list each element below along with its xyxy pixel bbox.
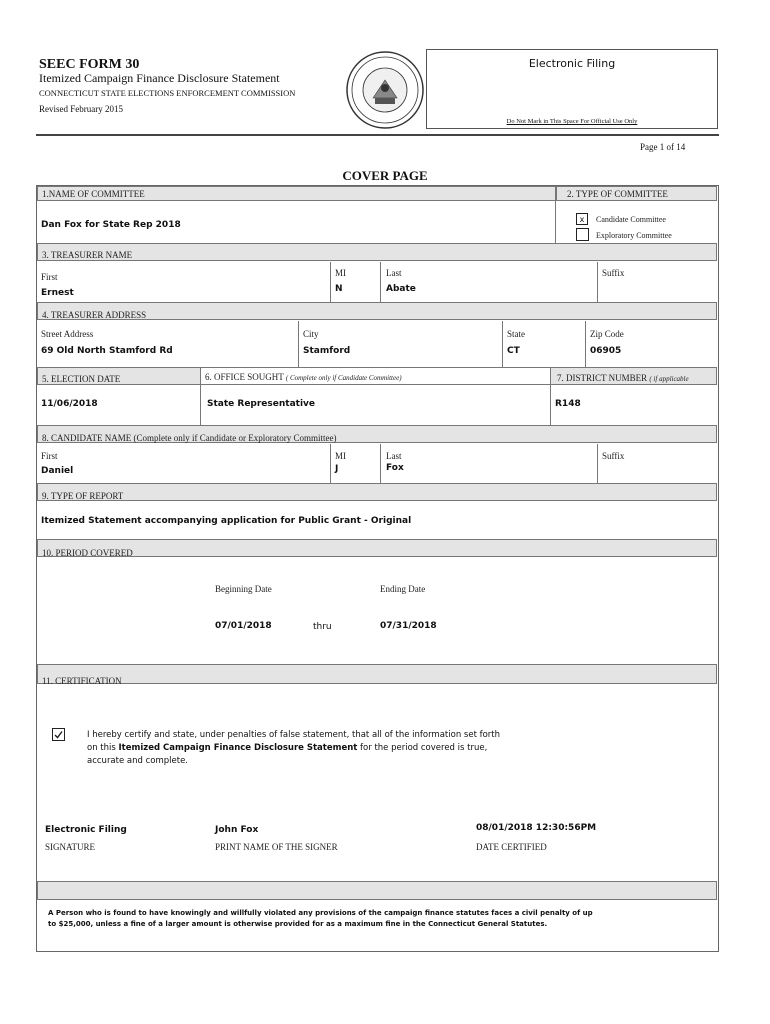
section-committee-band bbox=[37, 186, 556, 201]
certification-text-line-3: accurate and complete. bbox=[87, 756, 189, 766]
checkmark-icon bbox=[53, 729, 64, 740]
committee-name-label: 1.NAME OF COMMITTEE bbox=[42, 189, 145, 199]
cert-text-2c: for the period covered is true, bbox=[357, 743, 488, 753]
divider bbox=[555, 186, 556, 243]
begin-date-label: Beginning Date bbox=[215, 584, 272, 594]
candidate-mi-label: MI bbox=[335, 451, 346, 461]
divider bbox=[550, 367, 551, 425]
treasurer-first-label: First bbox=[41, 272, 58, 282]
divider bbox=[200, 367, 201, 425]
signer-name-value: John Fox bbox=[215, 825, 259, 835]
candidate-section-label: 8. CANDIDATE NAME (Complete only if Candidate or Exploratory Committee) bbox=[42, 433, 337, 443]
warning-line-1: A Person who is found to have knowingly and willfully violated any provisions of the campaign finance statutes faces a civil penalty of up bbox=[48, 909, 593, 917]
form-title: Itemized Campaign Finance Disclosure Statement bbox=[39, 71, 280, 85]
candidate-first-label: First bbox=[41, 451, 58, 461]
cert-text-2b: Itemized Campaign Finance Disclosure Statement bbox=[118, 743, 358, 753]
treasurer-mi-value: N bbox=[335, 284, 343, 294]
city-value: Stamford bbox=[303, 346, 351, 356]
end-date-label: Ending Date bbox=[380, 584, 426, 594]
treasurer-suffix-label: Suffix bbox=[602, 268, 625, 278]
end-date-value: 07/31/2018 bbox=[380, 621, 437, 631]
candidate-first-value: Daniel bbox=[41, 466, 74, 476]
signature-value: Electronic Filing bbox=[45, 825, 127, 835]
committee-name-value: Dan Fox for State Rep 2018 bbox=[41, 220, 181, 230]
section-address-band bbox=[37, 302, 717, 320]
revised-date: Revised February 2015 bbox=[39, 104, 123, 114]
form-body bbox=[36, 185, 719, 952]
signature-label: SIGNATURE bbox=[45, 842, 96, 852]
district-number-value: R148 bbox=[555, 399, 581, 409]
certification-text-line-2 bbox=[87, 743, 487, 753]
exploratory-committee-checkbox[interactable] bbox=[576, 228, 589, 241]
divider bbox=[330, 444, 331, 483]
treasurer-mi-label: MI bbox=[335, 268, 346, 278]
signer-name-label: PRINT NAME OF THE SIGNER bbox=[215, 842, 338, 852]
date-certified-value: 08/01/2018 12:30:56PM bbox=[476, 823, 597, 833]
section-office-band bbox=[201, 367, 550, 385]
treasurer-last-label: Last bbox=[386, 268, 402, 278]
header-divider bbox=[36, 134, 719, 136]
period-section-label: 10. PERIOD COVERED bbox=[42, 548, 133, 558]
section-election-band bbox=[37, 367, 201, 385]
section-type-band bbox=[556, 186, 717, 201]
begin-date-value: 07/01/2018 bbox=[215, 621, 272, 631]
state-value: CT bbox=[507, 346, 520, 356]
office-label bbox=[205, 372, 402, 382]
divider bbox=[330, 262, 331, 302]
divider bbox=[585, 321, 586, 367]
thru-label: thru bbox=[313, 622, 332, 632]
zip-label: Zip Code bbox=[590, 329, 624, 339]
section-treasurer-band bbox=[37, 243, 717, 261]
city-label: City bbox=[303, 329, 319, 339]
page-number: Page 1 of 14 bbox=[640, 142, 686, 152]
filing-box-title: Electronic Filing bbox=[528, 57, 616, 70]
candidate-mi-value: J bbox=[335, 464, 339, 474]
treasurer-first-value: Ernest bbox=[41, 288, 74, 298]
divider bbox=[502, 321, 503, 367]
office-sought-note: ( Complete only if Candidate Committee) bbox=[285, 374, 402, 382]
district-label bbox=[557, 373, 689, 383]
election-date-value: 11/06/2018 bbox=[41, 399, 98, 409]
section-period-band bbox=[37, 539, 717, 557]
treasurer-section-label: 3. TREASURER NAME bbox=[42, 250, 133, 260]
divider bbox=[597, 444, 598, 483]
official-use-note: Do Not Mark in This Space For Official Use Only bbox=[506, 118, 638, 125]
office-sought-label: 6. OFFICE SOUGHT bbox=[205, 372, 284, 382]
candidate-suffix-label: Suffix bbox=[602, 451, 625, 461]
section-district-band bbox=[550, 367, 717, 385]
cover-title: COVER PAGE bbox=[342, 168, 428, 183]
candidate-committee-checkbox[interactable]: x bbox=[576, 213, 588, 225]
street-value: 69 Old North Stamford Rd bbox=[41, 346, 173, 356]
footer-band bbox=[37, 881, 717, 900]
section-report-band bbox=[37, 483, 717, 501]
section-candidate-band bbox=[37, 425, 717, 443]
candidate-last-label: Last bbox=[386, 451, 402, 461]
committee-type-label: 2. TYPE OF COMMITTEE bbox=[567, 189, 668, 199]
district-note: ( if applicable bbox=[649, 375, 689, 383]
candidate-last-value: Fox bbox=[386, 463, 404, 473]
section-certification-band bbox=[37, 664, 717, 684]
divider bbox=[298, 321, 299, 367]
street-label: Street Address bbox=[41, 329, 94, 339]
address-section-label: 4. TREASURER ADDRESS bbox=[42, 310, 147, 320]
state-seal-icon bbox=[345, 50, 425, 130]
divider bbox=[380, 262, 381, 302]
office-sought-value: State Representative bbox=[207, 399, 316, 409]
zip-value: 06905 bbox=[590, 346, 622, 356]
form-number: SEEC FORM 30 bbox=[39, 57, 140, 72]
official-use-box bbox=[426, 49, 718, 129]
warning-line-2: to $25,000, unless a fine of a larger amount is otherwise provided for as a maximum fine in the Connecticut General Statutes. bbox=[48, 920, 548, 928]
state-label: State bbox=[507, 329, 525, 339]
district-number-label: 7. DISTRICT NUMBER bbox=[557, 373, 648, 383]
certify-checkbox[interactable] bbox=[52, 728, 65, 741]
report-type-value: Itemized Statement accompanying application for Public Grant - Original bbox=[41, 516, 412, 526]
election-date-label: 5. ELECTION DATE bbox=[42, 374, 121, 384]
candidate-committee-label: Candidate Committee bbox=[596, 215, 666, 224]
certification-text-line-1: I hereby certify and state, under penalties of false statement, that all of the information set forth bbox=[87, 730, 501, 740]
divider bbox=[380, 444, 381, 483]
cert-text-2a: on this bbox=[87, 743, 119, 753]
agency-name: CONNECTICUT STATE ELECTIONS ENFORCEMENT COMMISSION bbox=[39, 88, 296, 98]
divider bbox=[597, 262, 598, 302]
certification-section-label: 11. CERTIFICATION bbox=[42, 676, 122, 686]
exploratory-committee-label: Exploratory Committee bbox=[596, 231, 672, 240]
date-certified-label: DATE CERTIFIED bbox=[476, 842, 547, 852]
report-section-label: 9. TYPE OF REPORT bbox=[42, 491, 124, 501]
treasurer-last-value: Abate bbox=[386, 284, 416, 294]
